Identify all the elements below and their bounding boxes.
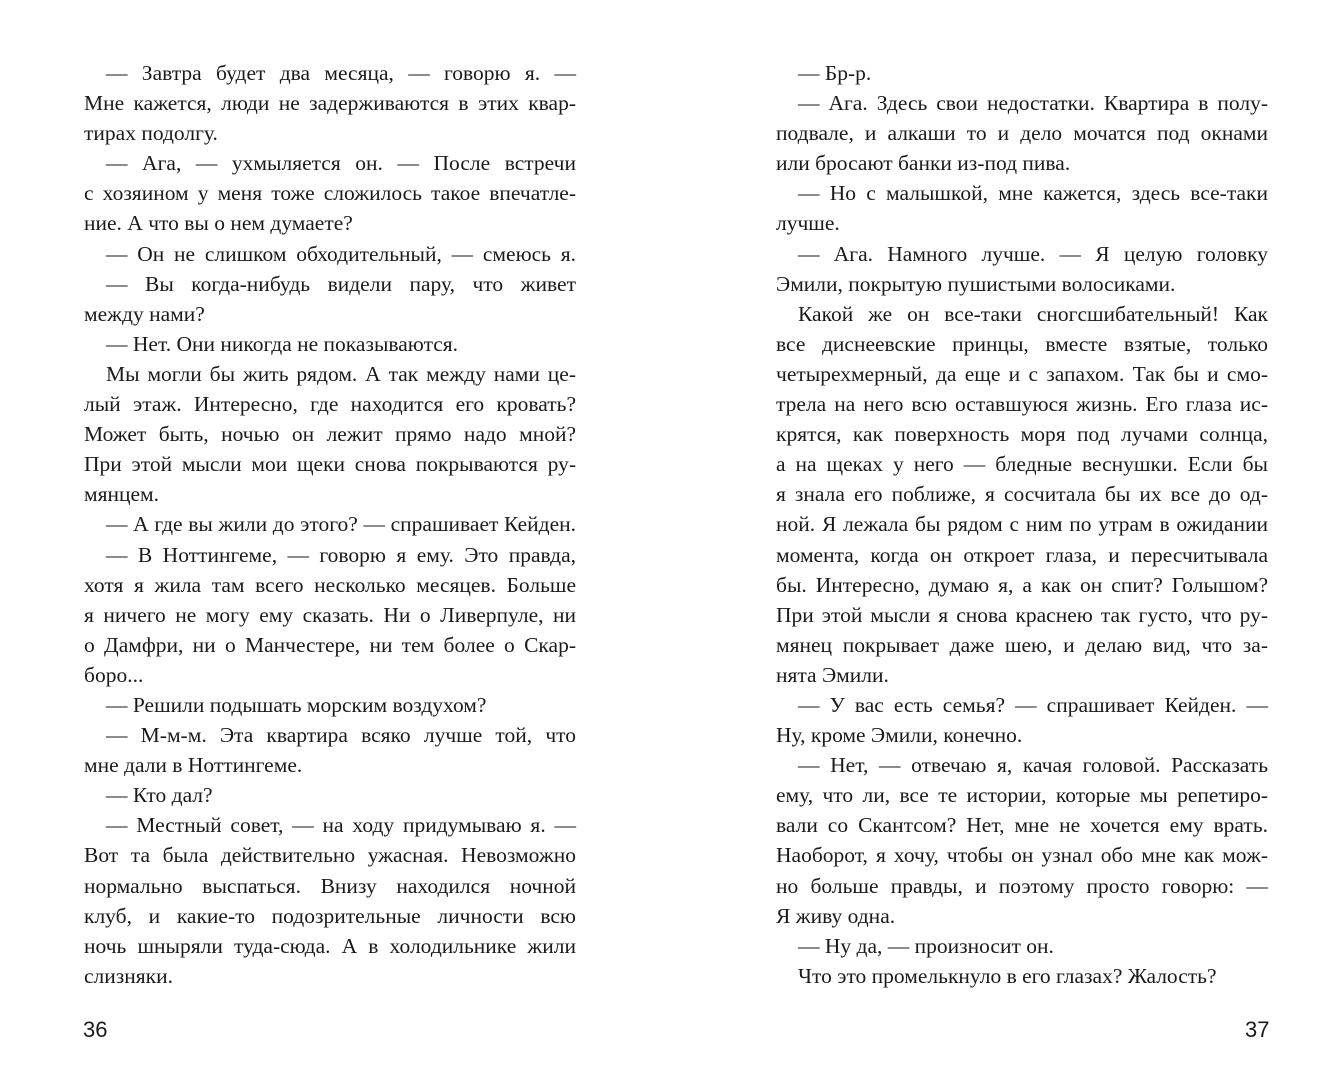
text-line: Может быть, ночью он лежит прямо надо мной? [84, 422, 576, 447]
text-line: тирах подолгу. [84, 121, 218, 146]
text-line: а на щеках у него — бледные веснушки. Если бы [776, 452, 1268, 477]
text-line: — Вы когда-нибудь видели пару, что живет [106, 271, 576, 296]
text-line: ночь шныряли туда-сюда. А в холодильнике жили [84, 933, 576, 958]
text-line: — Ага, — ухмыляется он. — После встречи [106, 151, 576, 176]
text-line: Мы могли бы жить рядом. А так между нами це- [106, 361, 576, 386]
text-line: ние. А что вы о нем думаете? [84, 211, 353, 236]
text-line: я ничего не могу ему сказать. Ни о Ливерпуле, ни [84, 602, 576, 627]
text-line: Я живу одна. [776, 903, 896, 928]
left-page-number: 36 [83, 1017, 108, 1042]
text-line: Вот та была действительно ужасная. Невозможно [84, 843, 576, 868]
right-page [672, 0, 1344, 1080]
text-line: Эмили, покрытую пушистыми волосиками. [776, 271, 1176, 296]
text-line: Наоборот, я хочу, чтобы он узнал обо мне как мож- [776, 843, 1268, 868]
text-line: подвале, и алкаши то и дело мочатся под окнами [776, 121, 1268, 146]
text-line: — Местный совет, — на ходу придумываю я. — [106, 813, 576, 838]
text-line: — Нет. Они никогда не показываются. [106, 331, 459, 356]
text-line: между нами? [84, 301, 205, 326]
text-line: — Он не слишком обходительный, — смеюсь я. [106, 241, 576, 266]
text-line: лый этаж. Интересно, где находится его кровать? [84, 392, 576, 417]
text-line: хотя я жила там всего несколько месяцев. Больше [84, 572, 576, 597]
text-line: Какой же он все-таки сногсшибательный! Как [798, 301, 1268, 326]
right-page-text [776, 58, 1268, 991]
text-line: все диснеевские принцы, вместе взятые, только [776, 331, 1268, 356]
text-line: Что это промелькнуло в его глазах? Жалость? [798, 963, 1217, 988]
text-line: клуб, и какие-то подозрительные личности всю [84, 903, 576, 928]
text-line: — Бр-р. [798, 61, 872, 85]
text-line: крятся, как поверхность моря под лучами солнца, [776, 422, 1268, 447]
text-line: мне дали в Ноттингеме. [84, 753, 303, 778]
right-page-number: 37 [1245, 1017, 1270, 1042]
text-line: или бросают банки из-под пива. [776, 151, 1071, 176]
text-line: мянцем. [84, 482, 160, 507]
text-line: ему, что ли, все те истории, которые мы репетиро- [776, 783, 1268, 808]
text-line: — В Ноттингеме, — говорю я ему. Это правда, [106, 542, 576, 567]
text-line: — Кто дал? [106, 783, 213, 808]
text-line: вали со Скантсом? Нет, мне не хочется ему врать. [776, 813, 1268, 838]
text-line: слизняки. [84, 963, 173, 988]
text-line: бы. Интересно, думаю я, а как он спит? Голышом? [776, 572, 1268, 597]
text-line: я знала его поближе, я сосчитала бы их все до од- [776, 482, 1268, 507]
text-line: — У вас есть семья? — спрашивает Кейден. — [798, 692, 1268, 717]
text-line: момента, когда он откроет глаза, и пересчитывала [776, 542, 1268, 567]
text-line: — Ага. Намного лучше. — Я целую головку [798, 241, 1268, 266]
text-line: с хозяином у меня тоже сложилось такое впечатле- [84, 181, 576, 206]
text-line: — Завтра будет два месяца, — говорю я. — [106, 61, 576, 85]
text-line: — Решили подышать морским воздухом? [106, 692, 487, 717]
text-line: При этой мысли я снова краснею так густо, что ру- [776, 602, 1268, 627]
text-line: — А где вы жили до этого? — спрашивает Кейден. [106, 512, 576, 537]
text-line: — Но с малышкой, мне кажется, здесь все-таки [798, 181, 1268, 206]
text-line: нята Эмили. [776, 662, 889, 687]
text-line: — М-м-м. Эта квартира всяко лучше той, что [106, 723, 576, 748]
text-line: — Ну да, — произносит он. [798, 933, 1054, 958]
text-line: — Ага. Здесь свои недостатки. Квартира в полу- [798, 91, 1268, 116]
text-line: При этой мысли мои щеки снова покрываются ру- [84, 452, 576, 477]
text-line: Мне кажется, люди не задерживаются в этих квар- [84, 91, 576, 116]
text-line: трела на него всю оставшуюся жизнь. Его глаза ис- [776, 392, 1268, 417]
text-line: — Нет, — отвечаю я, качая головой. Рассказать [798, 753, 1268, 778]
left-page-text [84, 58, 576, 991]
text-line: мянец покрывает даже шею, и делаю вид, что за- [776, 632, 1268, 657]
text-line: Ну, кроме Эмили, конечно. [776, 723, 1023, 748]
text-line: боро... [84, 662, 144, 687]
text-line: нормально выспаться. Внизу находился ночной [84, 873, 576, 898]
text-line: о Дамфри, ни о Манчестере, ни тем более о Скар- [84, 632, 576, 657]
text-line: ной. Я лежала бы рядом с ним по утрам в ожидании [776, 512, 1268, 537]
text-line: но больше правды, и поэтому просто говорю: — [776, 873, 1268, 898]
text-line: четырехмерный, да еще и с запахом. Так бы и смо- [776, 361, 1268, 386]
text-line: лучше. [776, 211, 840, 236]
